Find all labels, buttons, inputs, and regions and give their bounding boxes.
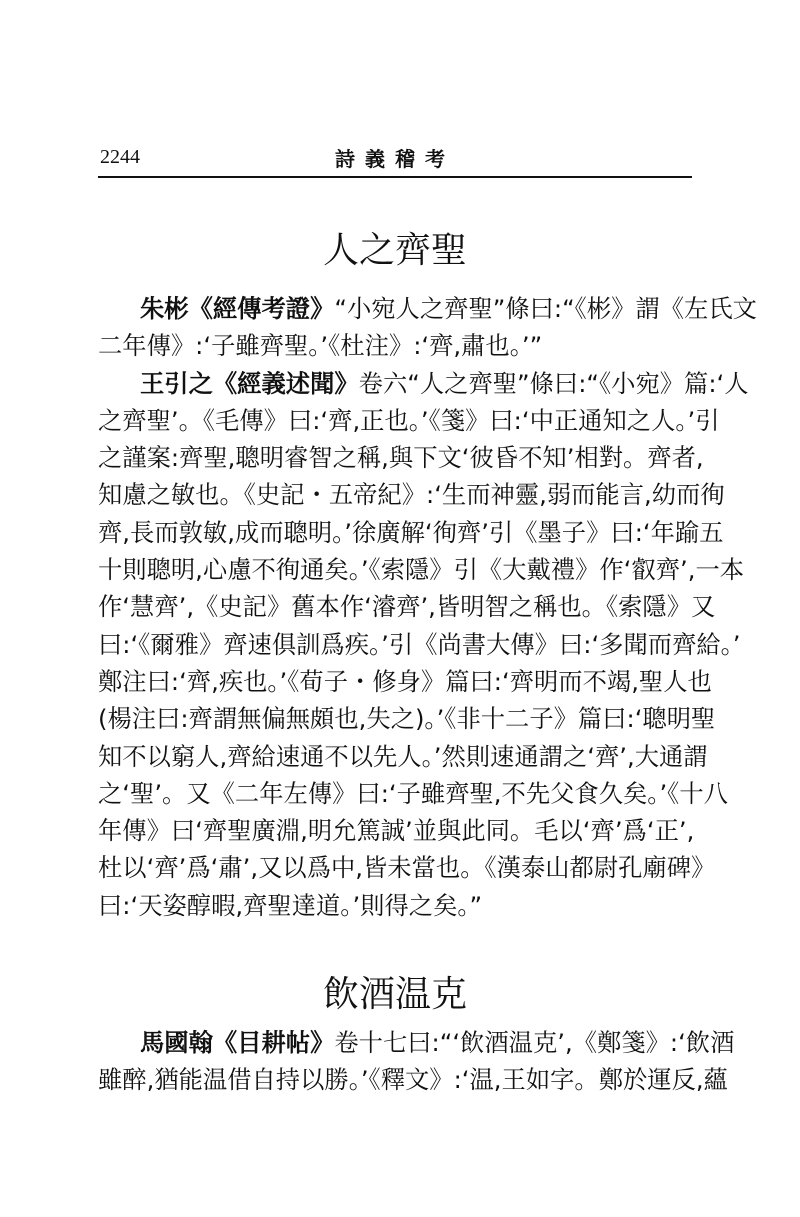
page-number: 2244 <box>100 146 140 168</box>
text-line: 之齊聖’。《毛傳》曰:‘齊,正也。’《箋》曰:‘中正通知之人。’引 <box>98 405 720 435</box>
source-citation: 朱彬《經傳考證》 <box>140 294 335 323</box>
text-line: 之‘聖’。又《二年左傳》曰:‘子雖齊聖,不先父食久矣。’《十八 <box>98 778 728 808</box>
text-line: 雖醉,猶能温借自持以勝。’《釋文》:‘温,王如字。鄭於運反,蘊 <box>98 1065 728 1095</box>
section-title: 飲酒温克 <box>322 974 467 1015</box>
source-citation: 王引之《經義述聞》 <box>140 368 359 398</box>
paragraph-first-line <box>98 365 749 402</box>
text-line: 曰:‘《爾雅》齊速俱訓爲疾。’引《尚書大傳》曰:‘多聞而齊給。’ <box>98 629 741 659</box>
page-header <box>98 140 692 174</box>
paragraph-first-line <box>98 290 757 327</box>
text-line: 齊,長而敦敏,成而聰明。’徐廣解‘徇齊’引《墨子》曰:‘年踰五 <box>98 517 724 547</box>
text-line: “小宛人之齊聖”條曰:“《彬》謂《左氏文 <box>334 294 757 323</box>
header-rule <box>98 176 692 178</box>
text-line: 知慮之敏也。《史記・五帝紀》:‘生而神靈,弱而能言,幼而徇 <box>98 480 725 510</box>
section-body <box>98 1024 735 1099</box>
running-title: 詩義稽考 <box>335 147 455 171</box>
paragraph-first-line <box>98 1024 735 1061</box>
text-line: (楊注曰:齊謂無偏無頗也,失之)。’《非十二子》篇曰:‘聰明聖 <box>98 704 716 734</box>
text-line: 之謹案:齊聖,聰明睿智之稱,與下文‘彼昏不知’相對。齊者, <box>98 443 704 473</box>
section-body <box>98 290 757 924</box>
text-line: 卷六“人之齊聖”條曰:“《小宛》篇:‘人 <box>358 368 749 398</box>
text-line: 知不以窮人,齊給速通不以先人。’然則速通謂之‘齊’,大通謂 <box>98 741 708 771</box>
text-line: 卷十七曰:“‘飲酒温克’,《鄭箋》:‘飲酒 <box>334 1028 735 1057</box>
text-line: 二年傳》:‘子雖齊聖。’《杜注》:‘齊,肅也。’” <box>98 331 543 361</box>
text-line: 曰:‘天姿醇暇,齊聖達道。’則得之矣。” <box>98 890 483 920</box>
text-line: 年傳》曰‘齊聖廣淵,明允篤誠’並與此同。毛以‘齊’爲‘正’, <box>98 816 695 846</box>
text-line: 作‘慧齊’,《史記》舊本作‘濬齊’,皆明智之稱也。《索隱》又 <box>98 592 716 622</box>
text-line: 杜以‘齊’爲‘肅’,又以爲中,皆未當也。《漢泰山都尉孔廟碑》 <box>98 853 716 883</box>
text-line: 鄭注曰:‘齊,疾也。’《荀子・修身》篇曰:‘齊明而不竭,聖人也 <box>98 666 712 696</box>
section-title: 人之齊聖 <box>322 230 467 271</box>
source-citation: 馬國翰《目耕帖》 <box>140 1028 335 1057</box>
text-line: 十則聰明,心慮不徇通矣。’《索隱》引《大戴禮》作‘叡齊’,一本 <box>98 555 745 585</box>
